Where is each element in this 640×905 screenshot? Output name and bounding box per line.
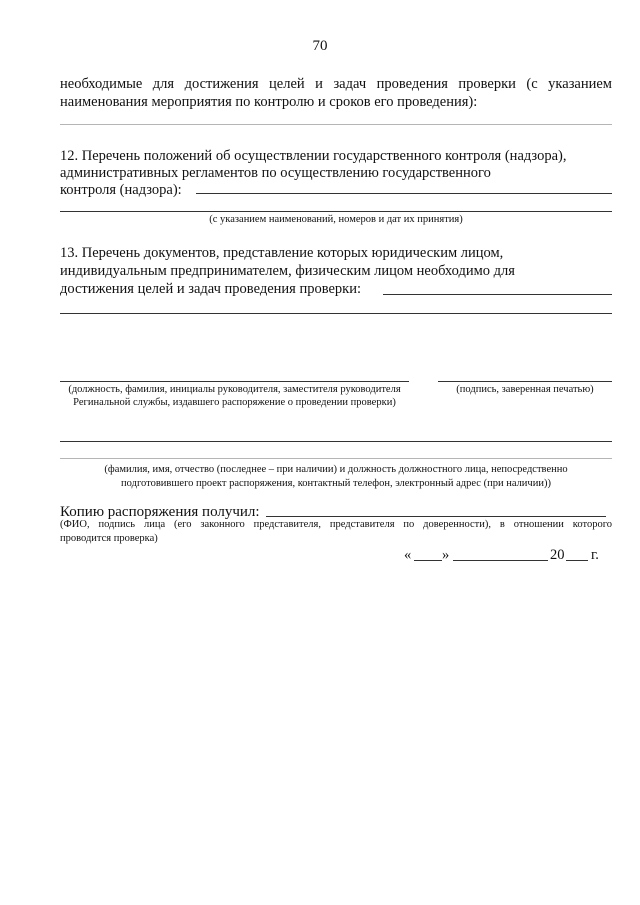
- section-12-blank-field-2[interactable]: [60, 211, 612, 212]
- copy-received-note-2: проводится проверка): [60, 533, 158, 544]
- copy-received-note-1: (ФИО, подпись лица (его законного представителя, представителя по доверенности), в отношении которого: [60, 519, 612, 530]
- date-year-field[interactable]: [566, 560, 588, 561]
- copy-received-field[interactable]: [266, 516, 606, 517]
- section-13-line-1: 13. Перечень документов, представление которых юридическим лицом,: [60, 245, 504, 261]
- section-13-blank-field-2[interactable]: [60, 313, 612, 314]
- date-year-suffix: г.: [591, 547, 599, 563]
- intro-line-1: необходимые для достижения целей и задач проведения проверки (с указанием: [60, 76, 612, 92]
- section-12-line-3: контроля (надзора):: [60, 182, 182, 198]
- section-12-caption: (с указанием наименований, номеров и дат их принятия): [209, 214, 463, 225]
- intro-divider: [60, 124, 612, 125]
- date-day-field[interactable]: [414, 560, 442, 561]
- section-12-line-2: административных регламентов по осуществлению государственного: [60, 165, 491, 181]
- date-month-field[interactable]: [453, 560, 548, 561]
- date-year-prefix: 20: [550, 547, 565, 563]
- official-caption-1: (фамилия, имя, отчество (последнее – при наличии) и должность должностного лица, непосредственно: [104, 464, 568, 475]
- head-signature-line[interactable]: [438, 381, 612, 382]
- section-12-blank-field[interactable]: [196, 193, 612, 194]
- head-position-caption-2: Регинальной службы, издавшего распоряжение о проведении проверки): [73, 397, 396, 408]
- section-13-line-3: достижения целей и задач проведения проверки:: [60, 281, 361, 297]
- official-line[interactable]: [60, 441, 612, 442]
- head-position-line[interactable]: [60, 381, 409, 382]
- intro-line-2: наименования мероприятия по контролю и сроков его проведения):: [60, 94, 478, 110]
- section-12-line-1: 12. Перечень положений об осуществлении государственного контроля (надзора),: [60, 148, 567, 164]
- date-open-quote: «: [404, 547, 412, 563]
- head-position-caption-1: (должность, фамилия, инициалы руководителя, заместителя руководителя: [68, 384, 401, 395]
- copy-received-label: Копию распоряжения получил:: [60, 504, 260, 520]
- official-line-2: [60, 458, 612, 459]
- head-signature-caption: (подпись, заверенная печатью): [456, 384, 594, 395]
- official-caption-2: подготовившего проект распоряжения, контактный телефон, электронный адрес (при наличии)): [121, 478, 551, 489]
- section-13-line-2: индивидуальным предпринимателем, физическим лицом необходимо для: [60, 263, 515, 279]
- section-13-blank-field[interactable]: [383, 294, 612, 295]
- date-close-quote: »: [442, 547, 450, 563]
- page-number: 70: [312, 38, 328, 54]
